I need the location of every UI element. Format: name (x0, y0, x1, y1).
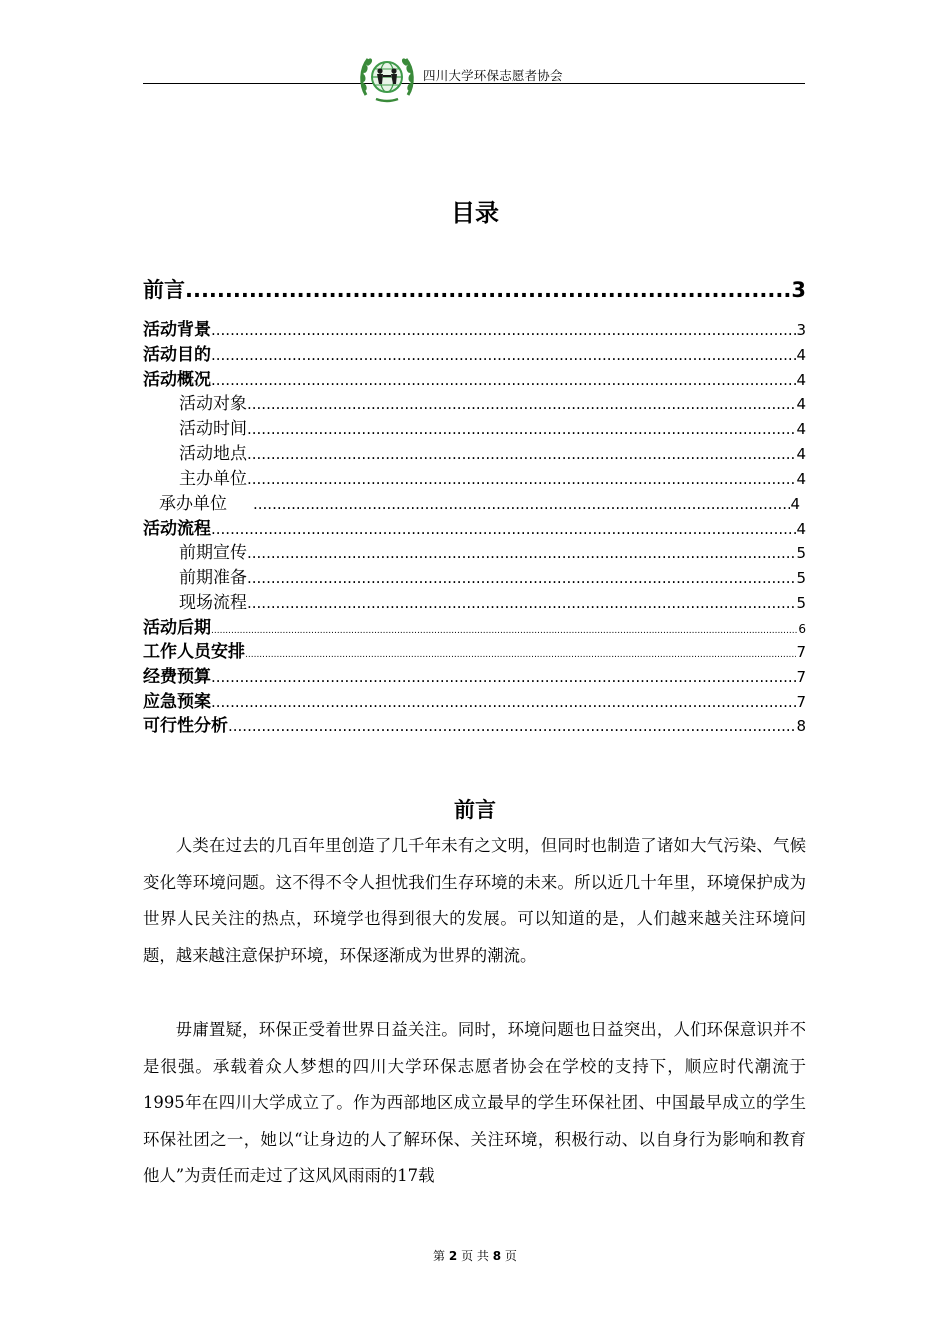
toc-entry-label: 活动背景 (143, 320, 211, 340)
toc-entry-organizer[interactable] (143, 489, 806, 514)
toc-leader (247, 420, 796, 438)
toc-leader (245, 650, 796, 660)
toc-entry-target[interactable] (143, 389, 806, 414)
toc-entry-budget[interactable] (143, 662, 806, 687)
toc-leader (247, 594, 796, 612)
toc-entry-page: 4 (796, 445, 806, 463)
preface-title: 前言 (454, 798, 496, 822)
preface-paragraph: 人类在过去的几百年里创造了几千年未有之文明，但同时也制造了诸如大气污染、气候变化等环境问题。这不得不令人担忧我们生存环境的未来。所以近几十年里，环境保护成为世界人民关注的热点，环境学也得到很大的发展。可以知道的是，人们越来越关注环境问题，越来越注意保护环境，环保逐渐成为世界的潮流。 (143, 836, 806, 965)
toc-entry-location[interactable] (143, 439, 806, 464)
toc-entry-staff[interactable] (143, 637, 806, 662)
footer-text: 页 (504, 1249, 517, 1263)
toc-entry-label: 经费预算 (143, 667, 211, 687)
toc-entry-page: 4 (796, 520, 806, 538)
toc-entry-page: 5 (796, 544, 806, 562)
toc-leader (211, 626, 798, 636)
toc-title: 目录 (451, 199, 499, 227)
toc-entry-label: 活动时间 (179, 419, 247, 439)
toc-entry-label: 前言 (143, 278, 185, 302)
preface-paragraph: 毋庸置疑，环保正受着世界日益关注。同时，环境问题也日益突出，人们环保意识并不是很强。承载着众人梦想的四川大学环保志愿者协会在学校的支持下，顺应时代潮流于1995年在四川大学成立了。作为西部地区成立最早的学生环保社团、中国最早成立的学生环保社团之一，她以“让身边的人了解环保、关注环境，积极行动、以自身行为影响和教育他人”为责任而走过了这风风雨雨的17载 (143, 1020, 806, 1185)
organization-logo-icon (358, 51, 416, 105)
toc-entry-page: 4 (796, 346, 806, 364)
toc-entry-label: 承办单位 (159, 494, 227, 514)
toc-entry-purpose[interactable] (143, 340, 806, 365)
toc-entry-page: 6 (798, 622, 806, 636)
toc-entry-emergency[interactable] (143, 687, 806, 712)
toc-leader (247, 445, 796, 463)
toc-entry-page: 5 (796, 594, 806, 612)
toc-entry-page: 7 (796, 693, 806, 711)
toc-entry-process[interactable] (143, 514, 806, 539)
toc-entry-page: 5 (796, 569, 806, 587)
toc-entry-page: 4 (796, 395, 806, 413)
toc-leader (247, 470, 796, 488)
total-page-number: 8 (492, 1249, 502, 1263)
toc-entry-label: 活动对象 (179, 394, 247, 414)
toc-entry-overview[interactable] (143, 365, 806, 390)
toc-entry-page: 7 (796, 643, 806, 661)
toc-entry-page: 4 (796, 470, 806, 488)
toc-leader (228, 717, 796, 735)
toc-entry-host[interactable] (143, 464, 806, 489)
toc-leader (185, 278, 791, 302)
toc-entry-label: 工作人员安排 (143, 642, 245, 662)
toc-entry-label: 前期宣传 (179, 543, 247, 563)
toc-entry-label: 应急预案 (143, 692, 211, 712)
toc-entry-post-activity[interactable] (143, 613, 806, 638)
toc-entry-onsite[interactable] (143, 588, 806, 613)
toc-leader (253, 495, 790, 513)
toc-entry-label: 可行性分析 (143, 716, 228, 736)
toc-entry-feasibility[interactable] (143, 711, 806, 736)
toc-entry-label: 活动流程 (143, 519, 211, 539)
toc-entry-label: 主办单位 (179, 469, 247, 489)
toc-entry-label: 活动目的 (143, 345, 211, 365)
toc-entry-label: 活动概况 (143, 370, 211, 390)
toc-entry-preparation[interactable] (143, 563, 806, 588)
toc-entry-page: 4 (796, 371, 806, 389)
toc-entry-label: 活动后期 (143, 618, 211, 638)
toc-entry-page: 3 (796, 321, 806, 339)
footer-text: 页 共 (461, 1249, 489, 1263)
toc-leader (211, 321, 796, 339)
toc-leader (211, 668, 796, 686)
page-footer (0, 1247, 950, 1264)
footer-text: 第 (433, 1249, 446, 1263)
toc-entry-label: 活动地点 (179, 444, 247, 464)
header-organization-name: 四川大学环保志愿者协会 (423, 68, 563, 83)
toc-leader (247, 395, 796, 413)
toc-leader (247, 544, 796, 562)
toc-leader (211, 346, 796, 364)
toc-entry-label: 现场流程 (179, 593, 247, 613)
toc-entry-page: 3 (791, 278, 806, 302)
toc-entry-label: 前期准备 (179, 568, 247, 588)
toc-entry-publicity[interactable] (143, 538, 806, 563)
current-page-number: 2 (448, 1249, 458, 1263)
toc-entry-page: 4 (790, 495, 800, 513)
toc-entry-time[interactable] (143, 414, 806, 439)
toc-entry-page: 4 (796, 420, 806, 438)
toc-entry-background[interactable] (143, 315, 806, 340)
toc-leader (247, 569, 796, 587)
toc-leader (211, 371, 796, 389)
toc-leader (211, 693, 796, 711)
toc-entry-preface[interactable] (143, 274, 806, 304)
toc-leader (211, 520, 796, 538)
toc-entry-page: 7 (796, 668, 806, 686)
toc-entry-page: 8 (796, 717, 806, 735)
